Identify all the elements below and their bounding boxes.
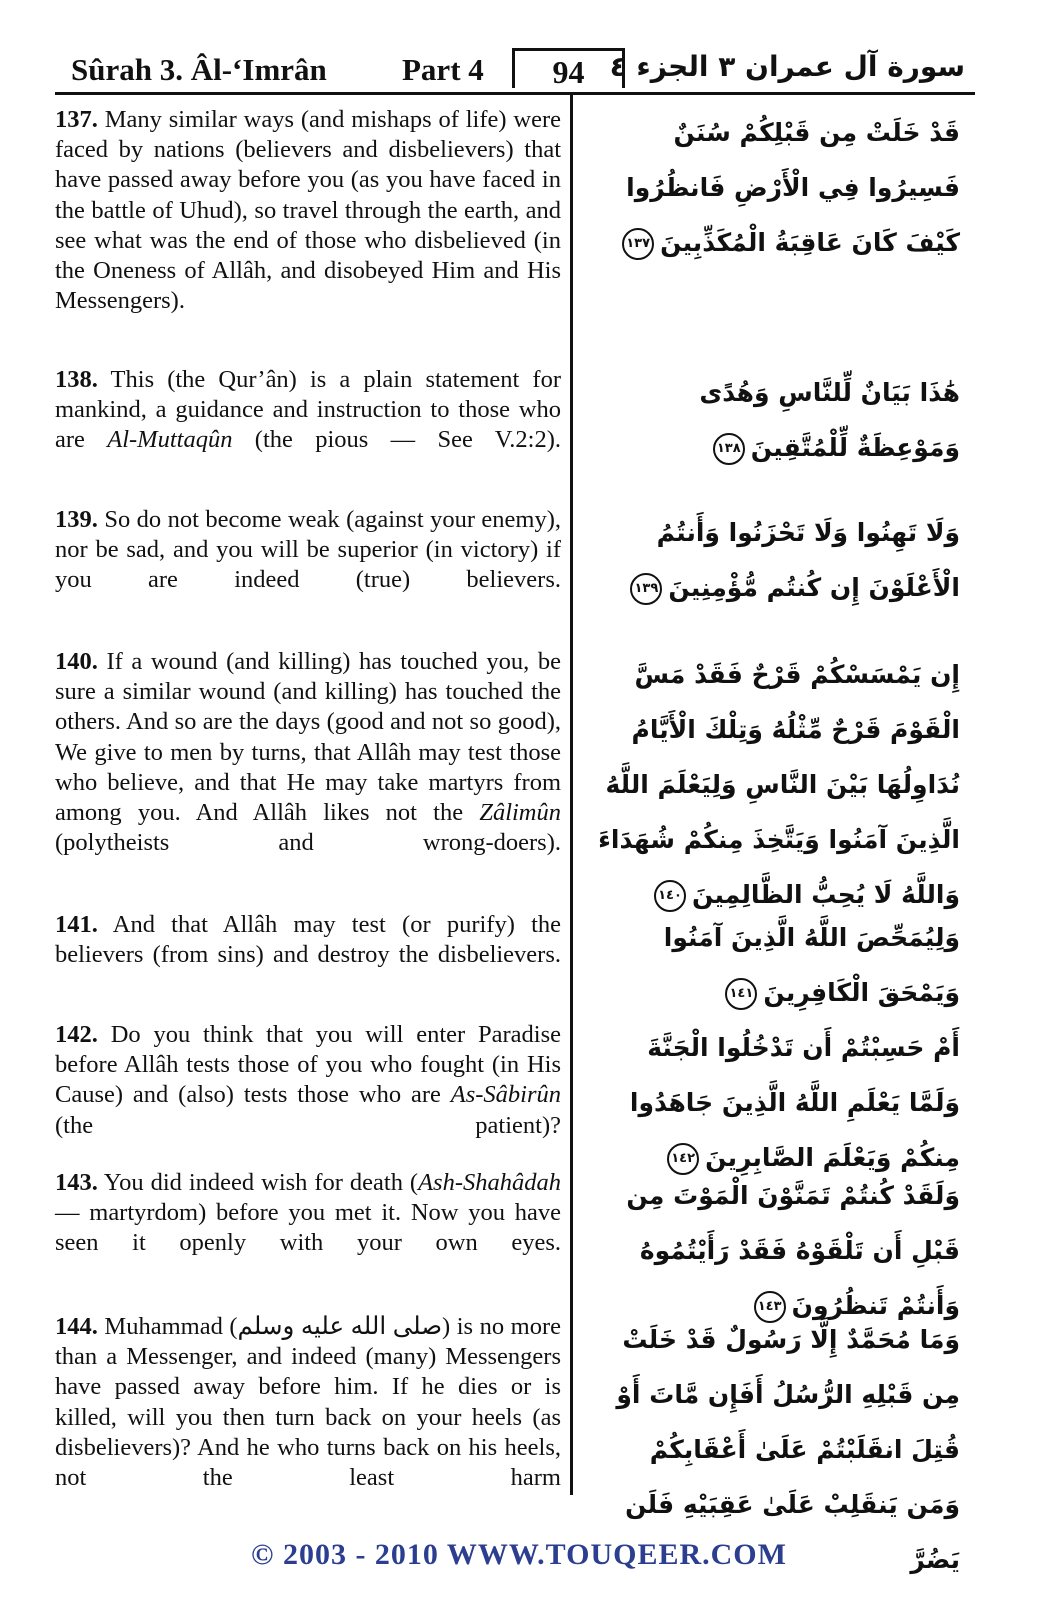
arabic-text: قَدْ خَلَتْ مِن قَبْلِكُمْ سُنَنٌ فَسِيرُوا فِي الْأَرْضِ فَانظُرُوا كَيْفَ كَانَ عَاقِبَةُ الْمُكَذِّبِينَ [626, 118, 960, 257]
verse-text: And that Allâh may test (or purify) the believers (from sins) and destroy the disbelievers. [55, 911, 561, 969]
ayah-number-marker: ١٣٨ [713, 433, 745, 465]
verse-arabic [590, 1168, 960, 1333]
arabic-text: وَمَا مُحَمَّدٌ إِلَّا رَسُولٌ قَدْ خَلَتْ مِن قَبْلِهِ الرُّسُلُ أَفَإِن مَّاتَ أَوْ قُتِلَ انقَلَبْتُمْ عَلَىٰ أَعْقَابِكُمْ وَمَن يَنقَلِبْ عَلَىٰ عَقِبَيْهِ فَلَن يَضُرَّ [616, 1325, 960, 1574]
verse-arabic [590, 910, 960, 1020]
copyright-footer: © 2003 - 2010 WWW.TOUQEER.COM [251, 1538, 787, 1571]
arabic-header-title: سورة آل عمران ٣ الجزء ٤ [609, 50, 965, 83]
verse-translation [55, 647, 561, 858]
verse-text: Do you think that you will enter Paradise before Allâh tests those of you who fought (in His Cause) and (also) tests those who are [55, 1021, 561, 1109]
verse-arabic [590, 365, 960, 475]
verse-text-continued: (the pious — See V.2:2). [232, 426, 561, 454]
verse-translation [55, 1312, 561, 1493]
verse-number: 137. [55, 106, 98, 133]
header-rule [55, 92, 975, 95]
verse-translation [55, 365, 561, 456]
verse-number: 142. [55, 1021, 98, 1048]
arabic-text: وَلِيُمَحِّصَ اللَّهُ الَّذِينَ آمَنُوا وَيَمْحَقَ الْكَافِرِينَ [663, 923, 960, 1007]
page-header [55, 44, 975, 94]
verse-arabic [590, 1020, 960, 1185]
arabic-text: وَلَا تَهِنُوا وَلَا تَحْزَنُوا وَأَنتُمُ الْأَعْلَوْنَ إِن كُنتُم مُّؤْمِنِينَ [656, 518, 960, 602]
arabic-text: هَٰذَا بَيَانٌ لِّلنَّاسِ وَهُدًى وَمَوْعِظَةٌ لِّلْمُتَّقِينَ [699, 378, 960, 462]
ayah-number-marker: ١٣٧ [622, 228, 654, 260]
verse-italic-term: Zâlimûn [479, 799, 561, 827]
verse-number: 141. [55, 911, 98, 938]
verse-text: This (the Qur’ân) is a plain statement for mankind, a guidance and instruction to those who are [55, 366, 561, 454]
ayah-number-marker: ١٤٢ [667, 1143, 699, 1175]
arabic-text: إِن يَمْسَسْكُمْ قَرْحٌ فَقَدْ مَسَّ الْقَوْمَ قَرْحٌ مِّثْلُهُ وَتِلْكَ الْأَيَّامُ نُدَاوِلُهَا بَيْنَ النَّاسِ وَلِيَعْلَمَ اللَّهُ الَّذِينَ آمَنُوا وَيَتَّخِذَ مِنكُمْ شُهَدَاءَ وَاللَّهُ لَا يُحِبُّ الظَّالِمِينَ [598, 660, 960, 909]
verse-translation [55, 910, 561, 970]
verse-translation [55, 505, 561, 596]
verse-italic-term: Ash-Shahâdah [418, 1169, 561, 1196]
surah-title: Sûrah 3. Âl-‘Imrân [71, 52, 327, 87]
verse-text-continued: (polytheists and wrong-doers). [55, 829, 561, 857]
verse-text: You did indeed wish for death ( [103, 1169, 419, 1196]
verse-number: 143. [55, 1169, 98, 1196]
ayah-number-marker: ١٤١ [725, 978, 757, 1010]
verse-number: 144. [55, 1313, 98, 1340]
arabic-text: أَمْ حَسِبْتُمْ أَن تَدْخُلُوا الْجَنَّةَ وَلَمَّا يَعْلَمِ اللَّهُ الَّذِينَ جَاهَدُوا مِنكُمْ وَيَعْلَمَ الصَّابِرِينَ [629, 1033, 960, 1172]
ayah-number-marker: ١٤٠ [654, 880, 686, 912]
verse-translation [55, 1020, 561, 1141]
verse-text-continued: — martyrdom) before you met it. Now you have seen it openly with your own eyes. [55, 1199, 561, 1257]
verse-text: So do not become weak (against your enemy), nor be sad, and you will be superior (in victory) if you are indeed (true) believers. [55, 506, 562, 594]
verse-text: If a wound (and killing) has touched you, be sure a similar wound (and killing) has touched the others. And so are the days (good and not so good), We give to men by turns, that Allâh may test those who believe, and that He may take martyrs from among you. And Allâh likes not the [55, 648, 561, 827]
verse-translation [55, 105, 561, 316]
ayah-number-marker: ١٤٣ [754, 1291, 786, 1323]
column-divider [570, 95, 573, 1495]
verse-number: 139. [55, 506, 98, 533]
arabic-text: وَلَقَدْ كُنتُمْ تَمَنَّوْنَ الْمَوْتَ مِن قَبْلِ أَن تَلْقَوْهُ فَقَدْ رَأَيْتُمُوهُ وَأَنتُمْ تَنظُرُونَ [626, 1181, 960, 1320]
verse-text: Many similar ways (and mishaps of life) were faced by nations (believers and disbelievers) that have passed away before you (as you have faced in the battle of Uhud), so travel through the earth, and see what was the end of those who disbelieved (in the Oneness of Allâh, and disobeyed Him and His Messengers). [55, 106, 562, 315]
verse-arabic [590, 647, 960, 922]
verse-italic-term: As-Sâbirûn [450, 1081, 561, 1109]
verse-text: Muhammad (صلى الله عليه وسلم) is no more than a Messenger, and indeed (many) Messengers have passed away before him. If he dies or is killed, will you then turn back on your heels (as disbelievers)? And he who turns back on his heels, not the least harm [55, 1313, 562, 1492]
verse-arabic [590, 505, 960, 615]
verse-text-continued: (the patient)? [55, 1111, 561, 1139]
ayah-number-marker: ١٣٩ [630, 573, 662, 605]
verse-number: 138. [55, 366, 98, 393]
verse-italic-term: Al-Muttaqûn [107, 426, 233, 454]
part-label: Part 4 [402, 52, 484, 87]
verse-translation [55, 1168, 561, 1259]
verse-arabic [590, 105, 960, 270]
page-number: 94 [512, 48, 625, 88]
verse-number: 140. [55, 648, 98, 675]
